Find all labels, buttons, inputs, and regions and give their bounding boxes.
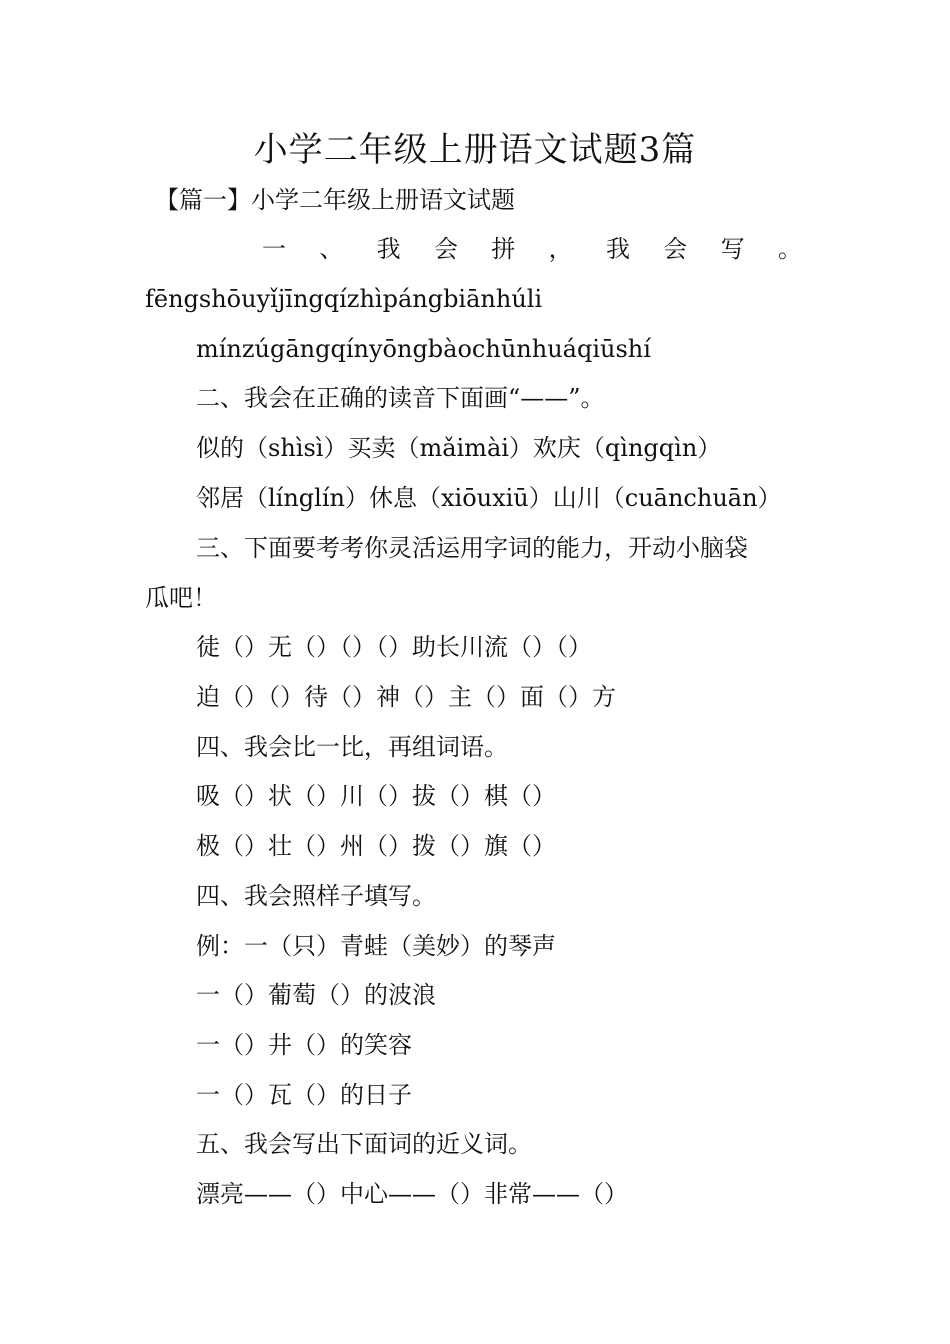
section1-char: ， [548,235,573,263]
section3-heading-continued: 瓜吧！ [145,584,217,612]
section3-heading: 三、下面要考考你灵活运用字词的能力，开动小脑袋 [196,534,748,562]
section3-line-1: 徒（）无（）（）（）助长川流（）（） [196,633,592,661]
part-heading: 【篇一】小学二年级上册语文试题 [155,186,515,214]
section1-char: 写 [720,235,745,263]
section2-line-1: 似的（shìsì）买卖（mǎimài）欢庆（qìngqìn） [196,434,722,462]
section4-line-1: 吸（）状（）川（）拔（）棋（） [196,782,556,810]
section1-char: 拼 [491,235,516,263]
section4b-line-2: 一（）井（）的笑容 [196,1031,412,1059]
section1-char: 。 [777,235,802,263]
section2-line-2: 邻居（línglín）休息（xiōuxiū）山川（cuānchuān） [196,484,782,512]
section4b-heading: 四、我会照样子填写。 [196,882,436,910]
section1-char: 会 [433,235,458,263]
section5-line-1: 漂亮——（）中心——（）非常——（） [196,1180,628,1208]
section1-char: 一 [262,235,286,263]
section1-heading [262,232,802,266]
section4b-line-3: 一（）瓦（）的日子 [196,1081,412,1109]
pinyin-line-1: fēngshōuyǐjīngqízhìpángbiānhúli [145,285,543,313]
document-title: 小学二年级上册语文试题3篇 [253,130,697,170]
section1-char: 会 [663,235,688,263]
section2-heading: 二、我会在正确的读音下面画“——”。 [196,384,605,412]
section5-heading: 五、我会写出下面词的近义词。 [196,1130,532,1158]
section1-char: 、 [319,235,344,263]
section3-line-2: 迫（）（）待（）神（）主（）面（）方 [196,683,616,711]
section4b-example: 例：一（只）青蛙（美妙）的琴声 [196,932,556,960]
section1-char: 我 [376,235,401,263]
section4-line-2: 极（）壮（）州（）拨（）旗（） [196,832,556,860]
pinyin-line-2: mínzúgāngqínyōngbàochūnhuáqiūshí [196,335,651,363]
section1-char: 我 [605,235,630,263]
section4b-line-1: 一（）葡萄（）的波浪 [196,981,436,1009]
section4-heading: 四、我会比一比，再组词语。 [196,733,508,761]
